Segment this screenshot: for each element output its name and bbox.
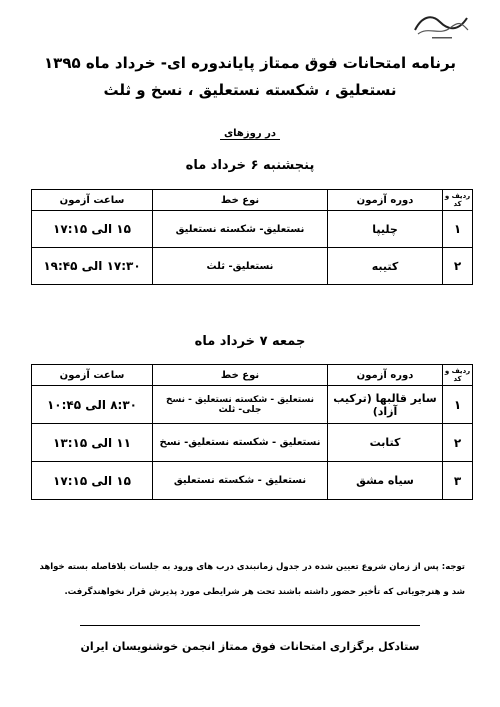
col-type-header: نوع خط bbox=[153, 190, 328, 211]
table-row bbox=[32, 424, 473, 462]
page-title: برنامه امتحانات فوق ممتاز پایاندوره ای- خرداد ماه ۱۳۹۵ bbox=[44, 54, 456, 72]
table-header-row bbox=[32, 365, 473, 386]
day2-heading: جمعه ۷ خرداد ماه bbox=[194, 334, 306, 349]
col-time-header: ساعت آزمون bbox=[32, 365, 153, 386]
row-type: نستعلیق- ثلث bbox=[153, 248, 328, 285]
row-type: نستعلیق - شکسته نستعلیق bbox=[153, 462, 328, 500]
row-type: نستعلیق - شکسته نستعلیق- نسخ bbox=[153, 424, 328, 462]
association-logo bbox=[410, 8, 472, 42]
divider bbox=[80, 625, 420, 626]
row-type: نستعلیق - شکسته نستعلیق - نسخ جلی- ثلث bbox=[153, 386, 328, 424]
notice-text bbox=[35, 555, 465, 605]
row-course: سایر قالبها (ترکیب آزاد) bbox=[328, 386, 443, 424]
col-type-header: نوع خط bbox=[153, 365, 328, 386]
row-time: ۱۷:۳۰ الی ۱۹:۴۵ bbox=[32, 248, 153, 285]
row-index: ۳ bbox=[443, 462, 473, 500]
day1-heading: پنجشنبه ۶ خرداد ماه bbox=[185, 158, 315, 173]
row-course: کتابت bbox=[328, 424, 443, 462]
col-time-header: ساعت آزمون bbox=[32, 190, 153, 211]
table-header-row bbox=[32, 190, 473, 211]
row-course: چلیپا bbox=[328, 211, 443, 248]
notice-line-2: شد و هنرجویانی که تأخیر حضور داشته باشند تحت هر شرایطی مورد پذیرش قرار نخواهندگرفت. bbox=[64, 587, 465, 597]
day1-schedule-table bbox=[31, 189, 473, 285]
row-index: ۲ bbox=[443, 424, 473, 462]
row-time: ۸:۳۰ الی ۱۰:۴۵ bbox=[32, 386, 153, 424]
col-index-header: ردیف و کد bbox=[443, 365, 473, 386]
row-course: سیاه مشق bbox=[328, 462, 443, 500]
row-time: ۱۵ الی ۱۷:۱۵ bbox=[32, 462, 153, 500]
table-row bbox=[32, 211, 473, 248]
row-time: ۱۵ الی ۱۷:۱۵ bbox=[32, 211, 153, 248]
col-course-header: دوره آزمون bbox=[328, 190, 443, 211]
row-type: نستعلیق- شکسته نستعلیق bbox=[153, 211, 328, 248]
row-index: ۲ bbox=[443, 248, 473, 285]
row-index: ۱ bbox=[443, 211, 473, 248]
notice-line-1: توجه: پس از زمان شروع تعیین شده در جدول زمانبندی درب های ورود به جلسات بلافاصله بسته خواهد bbox=[39, 562, 465, 572]
col-course-header: دوره آزمون bbox=[328, 365, 443, 386]
row-index: ۱ bbox=[443, 386, 473, 424]
row-course: کتیبه bbox=[328, 248, 443, 285]
table-row bbox=[32, 248, 473, 285]
table-row bbox=[32, 462, 473, 500]
col-index-header: ردیف و کد bbox=[443, 190, 473, 211]
table-row bbox=[32, 386, 473, 424]
footer-organizer: ستادکل برگزاری امتحانات فوق ممتاز انجمن خوشنویسان ایران bbox=[80, 640, 420, 653]
days-caption: در روزهای bbox=[0, 128, 500, 139]
day2-schedule-table bbox=[31, 364, 473, 500]
row-time: ۱۱ الی ۱۳:۱۵ bbox=[32, 424, 153, 462]
page-subtitle: نستعلیق ، شکسته نستعلیق ، نسخ و ثلث bbox=[103, 81, 397, 99]
